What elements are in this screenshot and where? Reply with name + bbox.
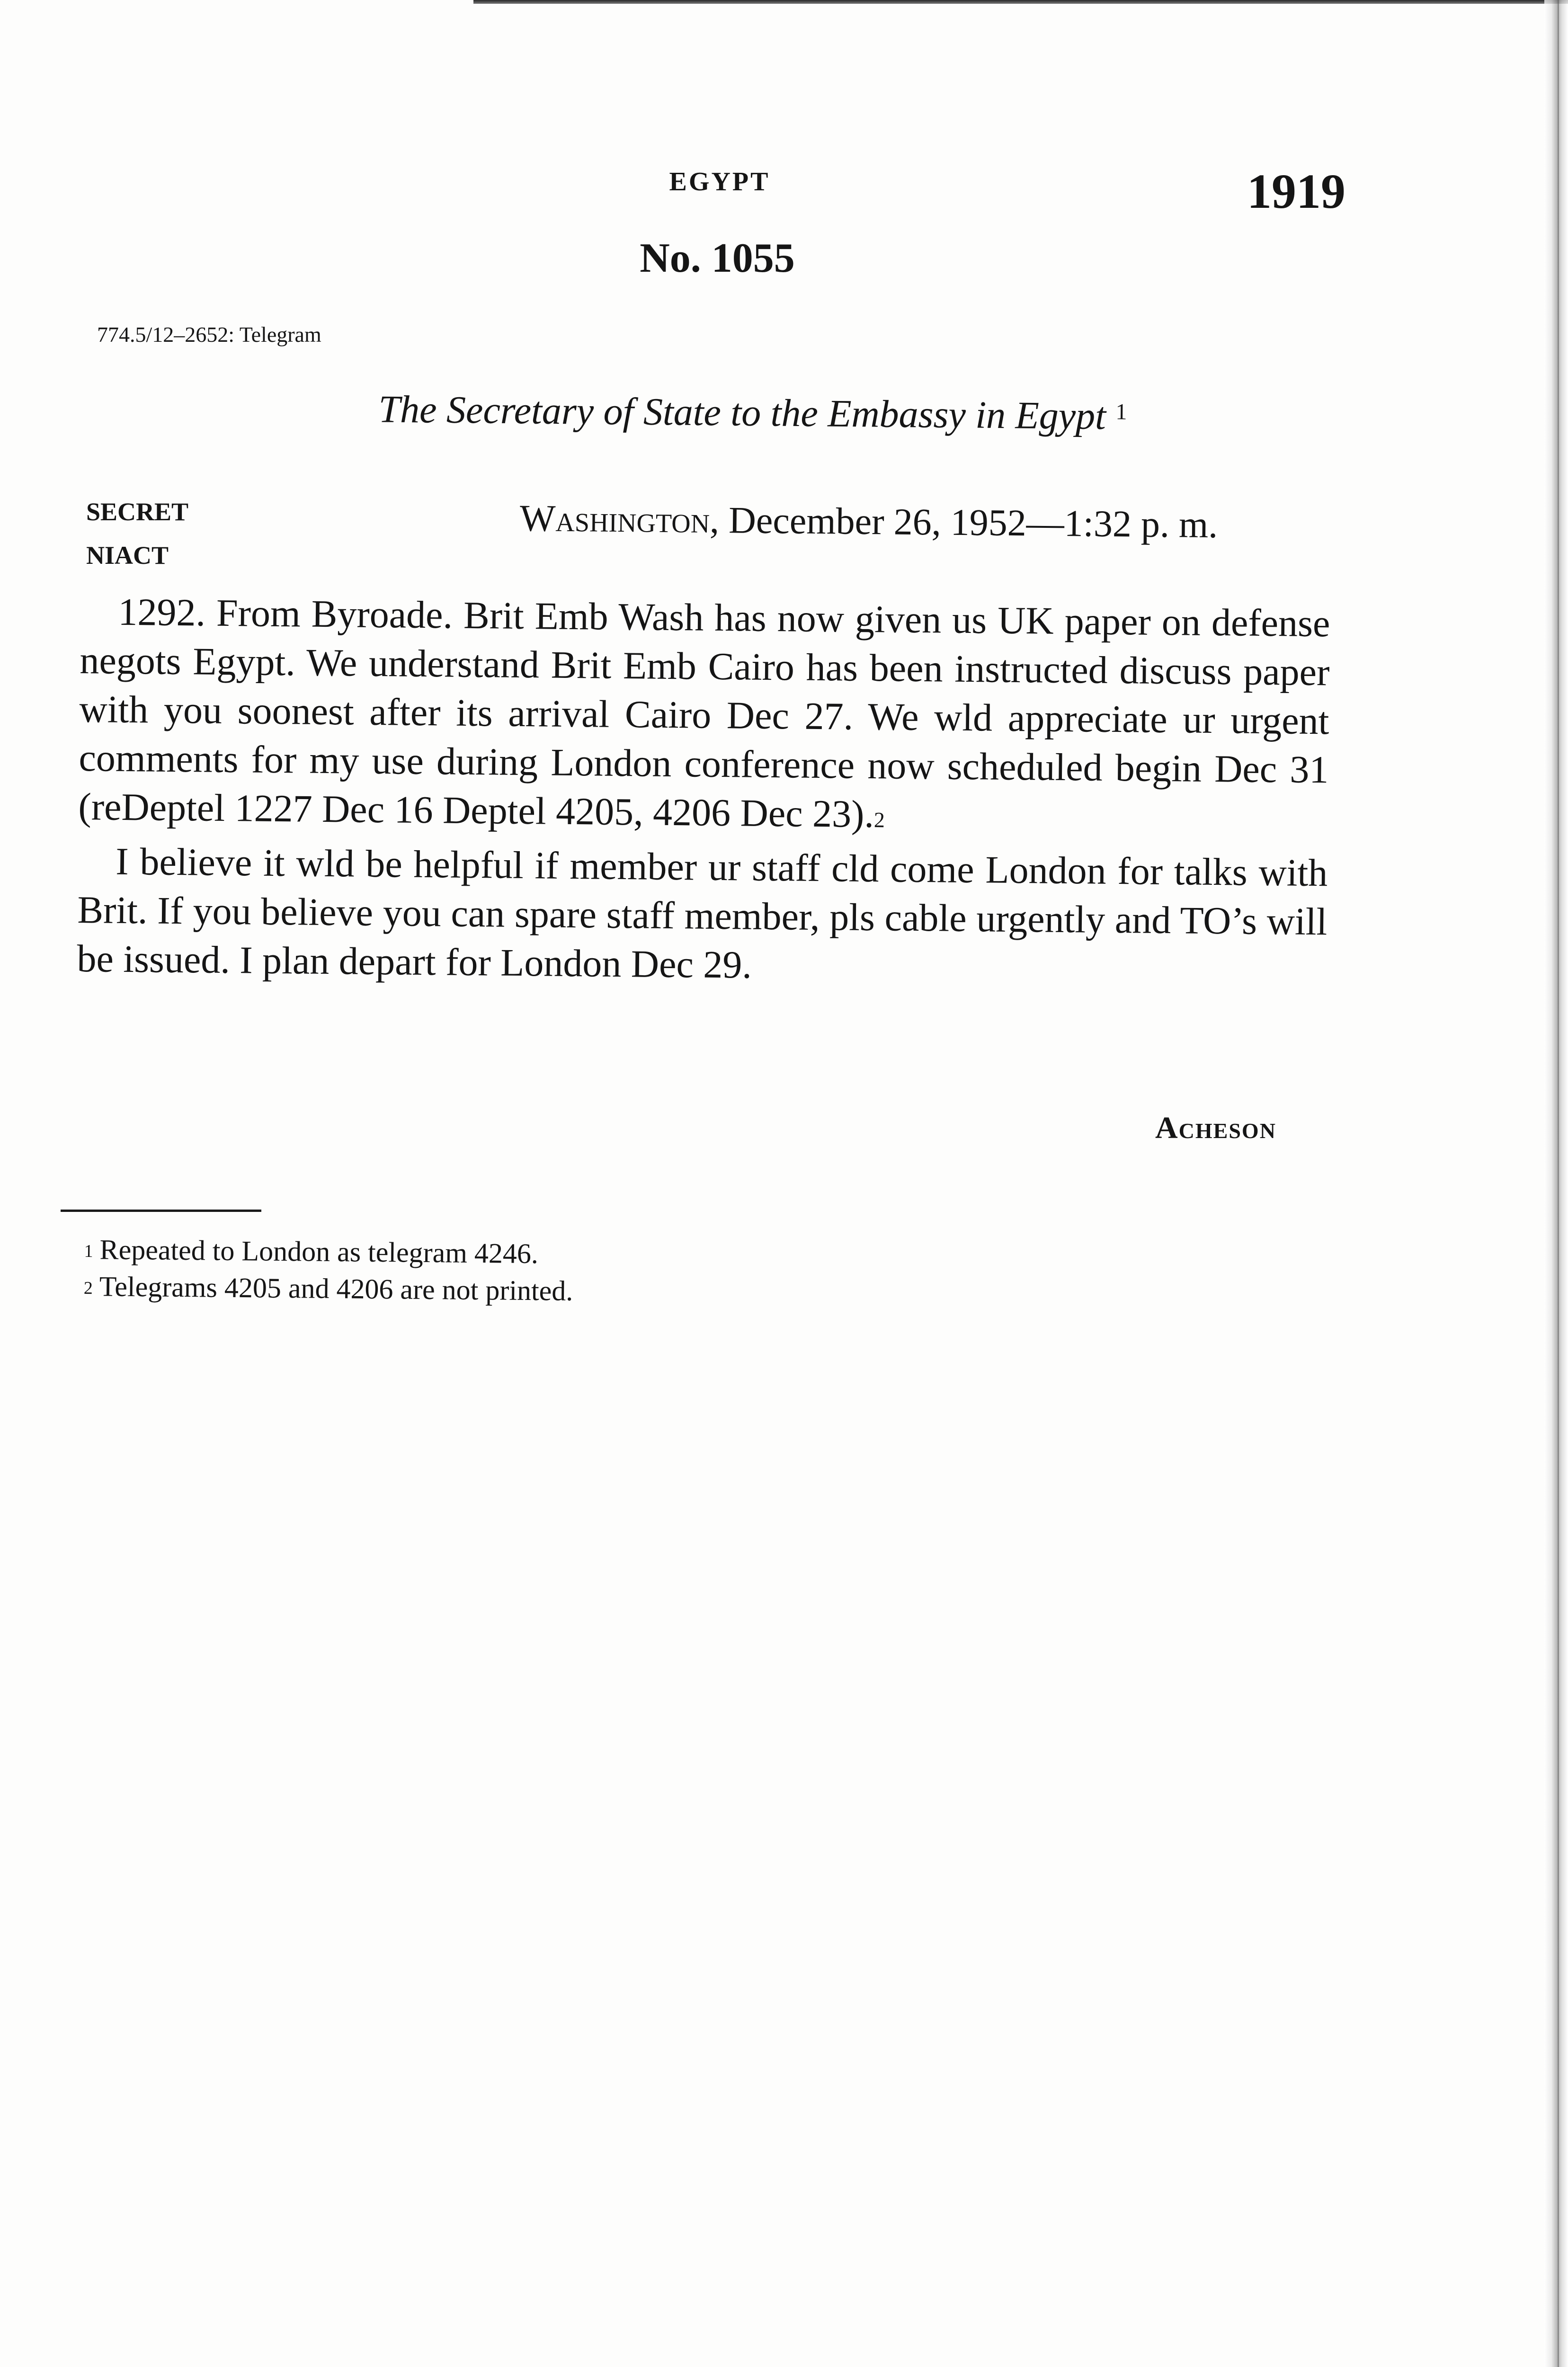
classification-niact: NIACT: [86, 541, 169, 570]
paragraph-1-text: 1292. From Byroade. Brit Emb Wash has now given us UK paper on defense negots Egypt. We understand Brit Emb Cairo has been instructed discuss paper with you soonest after its arrival Cairo Dec 27. We wld appreciate ur urgent comments for my use during London conference now scheduled begin Dec 31 (reDeptel 1227 Dec 16 Deptel 4205, 4206 Dec 23).: [78, 590, 1330, 836]
footnote-2-mark: 2: [83, 1278, 93, 1299]
dateline: [520, 497, 1218, 547]
footnotes: [84, 1231, 574, 1309]
footnote-2: [84, 1268, 573, 1309]
footnote-1-mark: 1: [84, 1241, 93, 1262]
heading-text: The Secretary of State to the Embassy in Egypt: [378, 387, 1106, 438]
footnote-1: [84, 1231, 573, 1272]
page-number: 1919: [1247, 164, 1345, 219]
dateline-place: Washington,: [519, 498, 720, 542]
paragraph-1-footnote-mark: 2: [873, 808, 885, 832]
scan-right-edge: [1544, 0, 1568, 2367]
footnote-2-text: Telegrams 4205 and 4206 are not printed.: [99, 1271, 573, 1307]
document-heading: [0, 383, 1506, 443]
signature: Acheson: [1155, 1111, 1276, 1145]
scan-binding-line: [1558, 0, 1559, 2367]
document-number: No. 1055: [640, 235, 795, 281]
paragraph-1: [78, 587, 1330, 843]
footnote-1-text: Repeated to London as telegram 4246.: [99, 1234, 539, 1270]
heading-footnote-mark: 1: [1115, 399, 1127, 425]
footnote-rule: [61, 1210, 261, 1212]
classification-secret: SECRET: [86, 498, 189, 526]
running-head: EGYPT: [669, 167, 770, 196]
telegram-body: [77, 587, 1330, 1000]
dateline-date: December 26, 1952—1:32 p. m.: [728, 499, 1218, 546]
file-reference: 774.5/12–2652: Telegram: [97, 322, 321, 347]
scan-top-edge: [473, 0, 1568, 4]
paragraph-2-text: I believe it wld be helpful if member ur staff cld come London for talks with Brit. If you believe you can spare staff member, pls cable urgently and TO’s will be issued. I plan depart for London Dec 29.: [77, 839, 1328, 987]
paragraph-2: [77, 836, 1328, 995]
classification-block: [86, 490, 188, 577]
